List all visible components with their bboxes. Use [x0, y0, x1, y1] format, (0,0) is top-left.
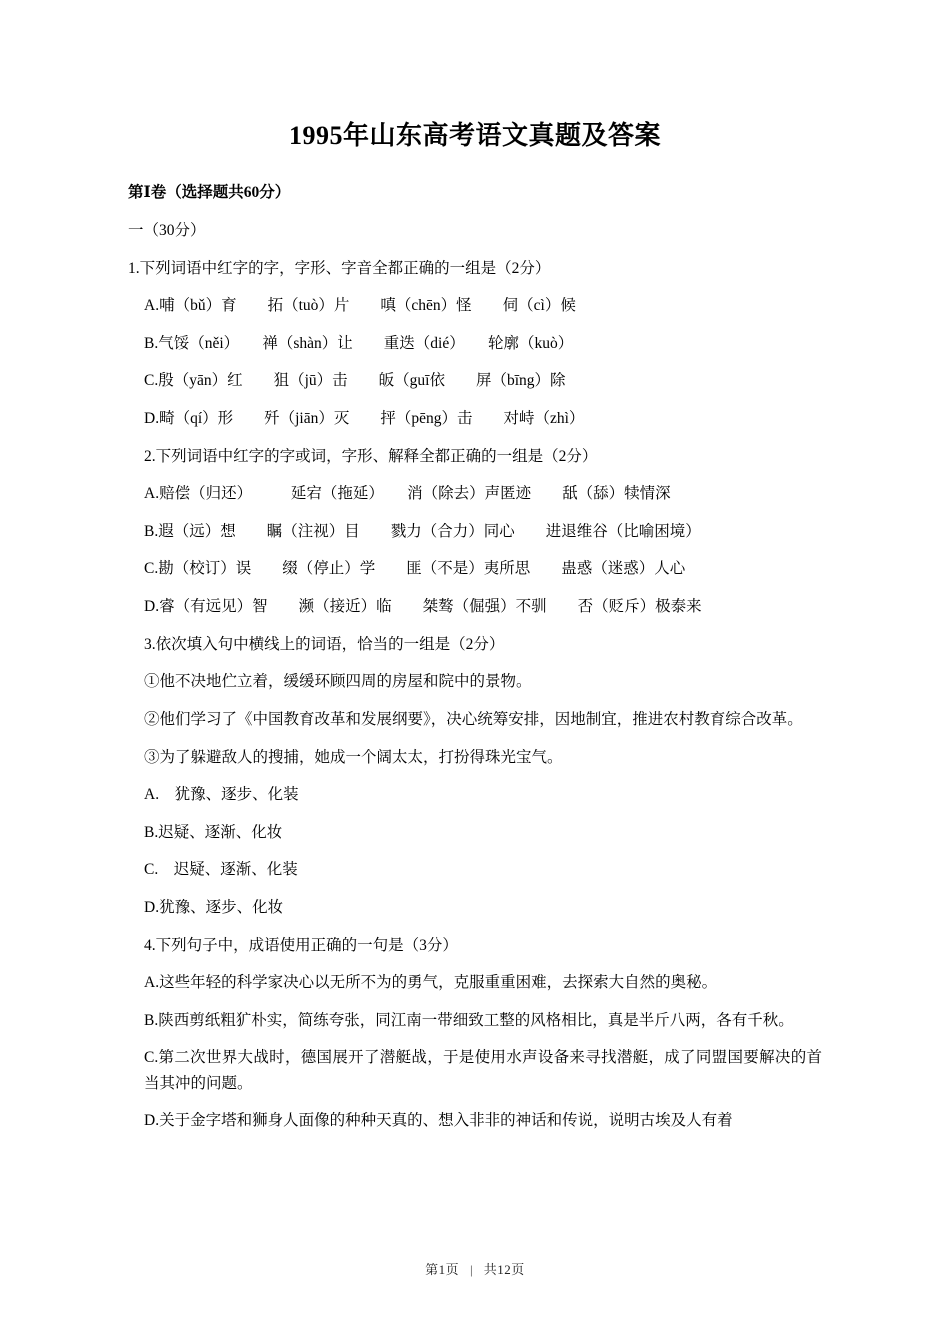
question-1-option-a: A.哺（bǔ）育 拓（tuò）片 嗔（chēn）怪 伺（cì）候: [144, 297, 576, 315]
footer-total-pages: 共12页: [483, 1262, 525, 1277]
question-3-stem: 3.依次填入句中横线上的词语，恰当的一组是（2分）: [144, 635, 505, 653]
question-4-option-b: B.陕西剪纸粗犷朴实，简练夸张，同江南一带细致工整的风格相比，真是半斤八两，各有千秋。: [144, 1011, 794, 1029]
question-3-sentence-2: ②他们学习了《中国教育改革和发展纲要》，决心统筹安排，因地制宜，推进农村教育综合改革。: [144, 710, 803, 728]
question-2-option-d: D.睿（有远见）智 濒（接近）临 桀骜（倔强）不驯 否（贬斥）极泰来: [144, 598, 702, 616]
question-2-stem: 2.下列词语中红字的字或词，字形、解释全都正确的一组是（2分）: [144, 447, 598, 465]
section-part-1-text: 第Ⅰ卷（选择题共60分）: [128, 184, 291, 202]
footer-separator: |: [469, 1262, 474, 1277]
question-3-option-b: B.迟疑、逐渐、化妆: [144, 823, 283, 841]
question-2-option-a: A.赔偿（归还） 延宕（拖延） 消（除去）声匿迹 舐（舔）犊情深: [144, 485, 671, 503]
question-1-option-d: D.畸（qí）形 歼（jiān）灭 抨（pēng）击 对峙（zhì）: [144, 410, 585, 428]
question-3-sentence-1: ①他不决地伫立着，缓缓环顾四周的房屋和院中的景物。: [144, 673, 532, 691]
page-title: 1995年山东高考语文真题及答案: [288, 121, 661, 150]
question-1-stem: 1.下列词语中红字的字，字形、字音全都正确的一组是（2分）: [128, 259, 551, 277]
section-part-1: [128, 180, 822, 205]
question-2-option-c: C.勘（校订）误 缀（停止）学 匪（不是）夷所思 蛊惑（迷惑）人心: [144, 560, 686, 578]
question-4-stem: 4.下列句子中，成语使用正确的一句是（3分）: [144, 936, 458, 954]
question-3-option-d: D.犹豫、逐步、化妆: [144, 898, 284, 916]
footer-current-page: 第1页: [425, 1262, 460, 1277]
question-2-option-b: B.遐（远）想 瞩（注视）目 戮力（合力）同心 进退维谷（比喻困境）: [144, 522, 701, 540]
question-3-option-a: A. 犹豫、逐步、化装: [144, 786, 299, 804]
section-group-1: 一（30分）: [128, 222, 206, 239]
page-footer: [0, 1259, 950, 1278]
question-3-option-c: C. 迟疑、逐渐、化装: [144, 861, 298, 879]
question-3-sentence-3: ③为了躲避敌人的搜捕，她成一个阔太太，打扮得珠光宝气。: [144, 748, 563, 766]
question-1-option-b: B.气馁（něi） 禅（shàn）让 重迭（dié） 轮廓（kuò）: [144, 334, 574, 352]
question-4-option-d: D.关于金字塔和狮身人面像的种种天真的、想入非非的神话和传说，说明古埃及人有着: [144, 1112, 733, 1130]
question-1-option-c: C.殷（yān）红 狙（jū）击 皈（guī依 屏（bīng）除: [144, 372, 566, 390]
question-4-option-c: C.第二次世界大战时，德国展开了潜艇战，于是使用水声设备来寻找潜艇，成了同盟国要解决的首当其冲的问题。: [144, 1049, 822, 1092]
question-4-option-a: A.这些年轻的科学家决心以无所不为的勇气，克服重重困难，去探索大自然的奥秘。: [144, 974, 718, 992]
